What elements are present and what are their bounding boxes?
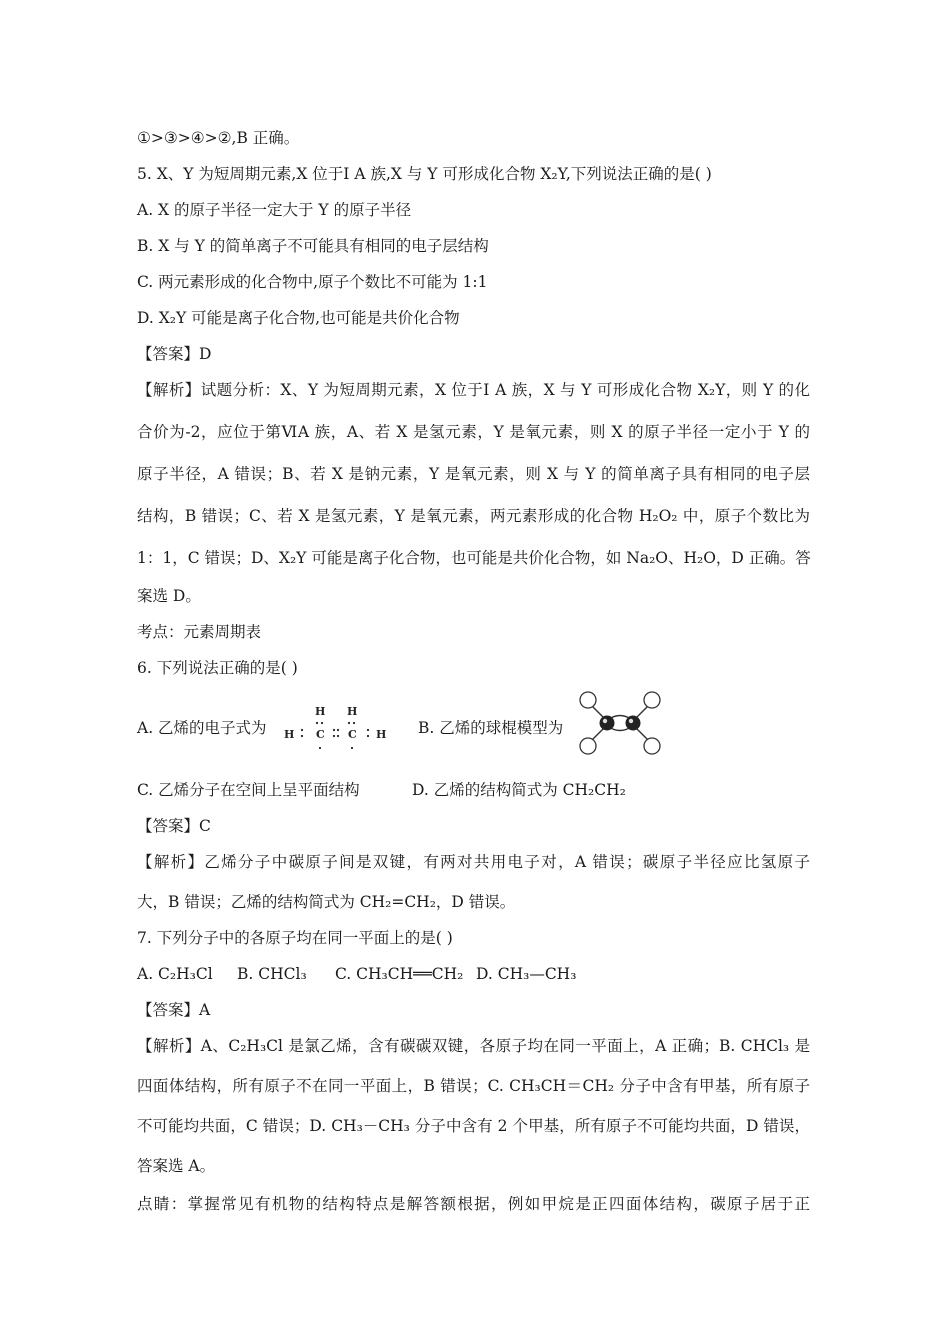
option-5d: D. X₂Y 可能是离子化合物,也可能是共价化合物 xyxy=(137,309,460,327)
option-6b: B. 乙烯的球棍模型为 xyxy=(418,719,564,737)
explanation-7-line: 【解析】A、C₂H₃Cl 是氯乙烯，含有碳碳双键，各原子均在同一平面上，A 正确；B. CHCl₃ 是 xyxy=(137,1037,810,1055)
explanation-5-line: 合价为-2，应位于第ⅥA 族，A、若 X 是氢元素，Y 是氧元素，则 X 的原子半径一定小于 Y 的 xyxy=(137,423,810,441)
explanation-5-line: 1：1，C 错误；D、X₂Y 可能是离子化合物，也可能是共价化合物，如 Na₂O、H₂O，D 正确。答 xyxy=(137,549,811,567)
explanation-5-line: 【解析】试题分析：X、Y 为短周期元素，X 位于Ⅰ A 族，X 与 Y 可形成化合物 X₂Y，则 Y 的化 xyxy=(137,381,810,399)
question-5: 5. X、Y 为短周期元素,X 位于Ⅰ A 族,X 与 Y 可形成化合物 X₂Y,下列说法正确的是( ) xyxy=(137,165,712,183)
hydrogen-label: H xyxy=(376,728,387,741)
tip-7: 点睛：掌握常见有机物的结构特点是解答额根据，例如甲烷是正四面体结构，碳原子居于正 xyxy=(137,1195,810,1213)
hydrogen-balls xyxy=(580,692,660,754)
explanation-6-line: 大，B 错误；乙烯的结构简式为 CH₂=CH₂，D 错误。 xyxy=(137,893,516,911)
explanation-5-line: 原子半径，A 错误；B、若 X 是钠元素，Y 是氧元素，则 X 与 Y 的简单离子具有相同的电子层 xyxy=(137,465,810,483)
carbon-balls xyxy=(600,716,641,731)
electron-dots xyxy=(301,722,369,749)
option-7d: D. CH₃—CH₃ xyxy=(476,965,577,983)
explanation-7-line: 答案选 A。 xyxy=(137,1157,216,1175)
option-6c: C. 乙烯分子在空间上呈平面结构 xyxy=(137,781,360,799)
option-7a: A. C₂H₃Cl xyxy=(137,965,213,983)
explanation-7-line: 不可能均共面，C 错误；D. CH₃－CH₃ 分子中含有 2 个甲基，所有原子不可能均共面，D 错误， xyxy=(137,1117,810,1135)
answer-6: 【答案】C xyxy=(137,817,211,835)
answer-7: 【答案】A xyxy=(137,1001,211,1019)
option-5a: A. X 的原子半径一定大于 Y 的原子半径 xyxy=(137,201,412,219)
text-line: ①>③>④>②,B 正确。 xyxy=(137,129,300,147)
ethylene-ball-stick-model xyxy=(578,688,662,756)
option-7b: B. CHCl₃ xyxy=(237,965,307,983)
carbon-label: C xyxy=(316,728,325,741)
hydrogen-label: H xyxy=(315,705,326,718)
answer-5: 【答案】D xyxy=(137,345,212,363)
option-7c: C. CH₃CH══CH₂ xyxy=(335,965,464,983)
carbon-label: C xyxy=(348,728,357,741)
explanation-5-line: 结构，B 错误；C、若 X 是氢元素，Y 是氧元素，两元素形成的化合物 H₂O₂ 中，原子个数比为 xyxy=(137,507,810,525)
question-7: 7. 下列分子中的各原子均在同一平面上的是( ) xyxy=(137,929,453,947)
explanation-7-line: 四面体结构，所有原子不在同一平面上，B 错误；C. CH₃CH＝CH₂ 分子中含有甲基，所有原子 xyxy=(137,1077,810,1095)
explanation-6-line: 【解析】乙烯分子中碳原子间是双键，有两对共用电子对，A 错误；碳原子半径应比氢原子 xyxy=(137,853,810,871)
ethylene-electron-formula xyxy=(282,704,390,760)
hydrogen-label: H xyxy=(284,728,295,741)
explanation-5-line: 案选 D。 xyxy=(137,587,201,605)
question-6: 6. 下列说法正确的是( ) xyxy=(137,659,298,677)
option-6a: A. 乙烯的电子式为 xyxy=(137,719,267,737)
option-5c: C. 两元素形成的化合物中,原子个数比不可能为 1:1 xyxy=(137,273,488,291)
option-6d: D. 乙烯的结构简式为 CH₂CH₂ xyxy=(412,781,626,799)
knowledge-point-5: 考点：元素周期表 xyxy=(137,623,262,641)
hydrogen-label: H xyxy=(347,705,358,718)
option-5b: B. X 与 Y 的简单离子不可能具有相同的电子层结构 xyxy=(137,237,489,255)
